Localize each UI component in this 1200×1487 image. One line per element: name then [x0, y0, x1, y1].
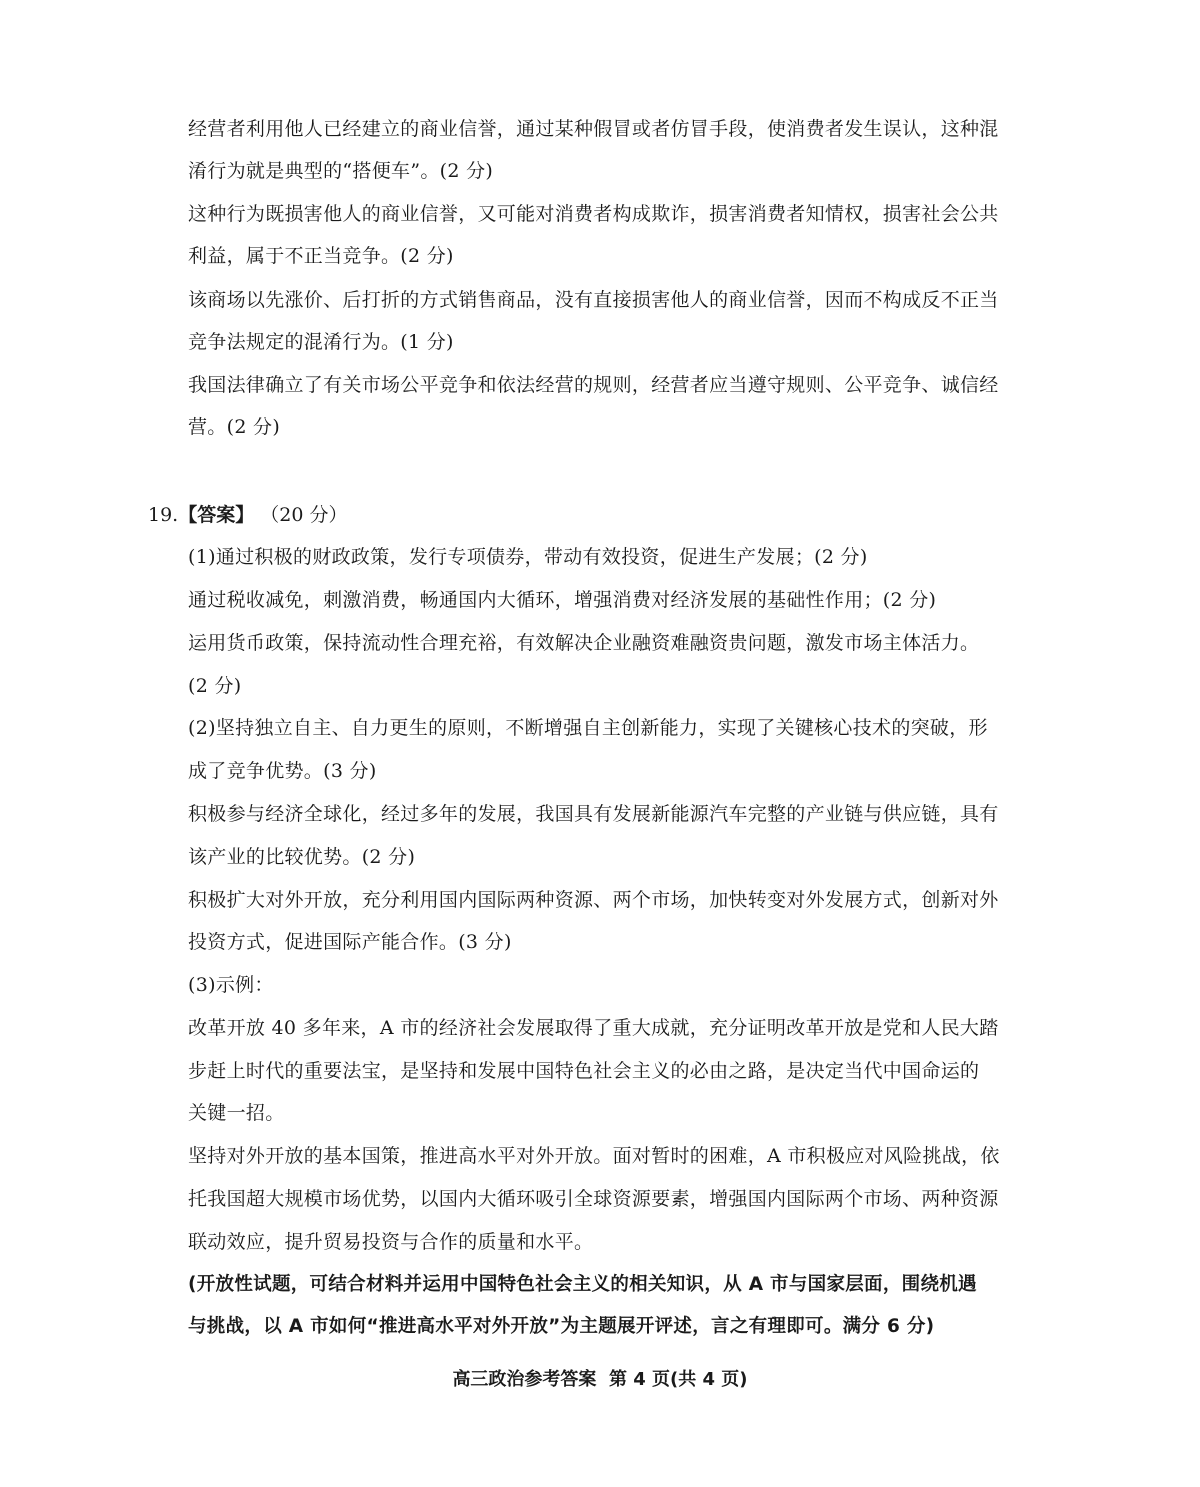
text-line: 积极参与经济全球化，经过多年的发展，我国具有发展新能源汽车完整的产业链与供应链，具有 — [188, 803, 999, 825]
text-line: (3)示例： — [188, 974, 274, 996]
text-line: 成了竞争优势。(3 分) — [188, 760, 377, 782]
text-line: 通过税收减免，刺激消费，畅通国内大循环，增强消费对经济发展的基础性作用；(2 分) — [188, 589, 937, 611]
text-line: (1)通过积极的财政政策，发行专项债券，带动有效投资，促进生产发展；(2 分) — [188, 546, 868, 568]
text-line: 经营者利用他人已经建立的商业信誉，通过某种假冒或者仿冒手段，使消费者发生误认，这种混 — [188, 118, 999, 140]
page-footer: 高三政治参考答案 第 4 页(共 4 页) — [452, 1369, 748, 1390]
text-line: 投资方式，促进国际产能合作。(3 分) — [188, 931, 512, 953]
text-line: 营。(2 分) — [188, 416, 281, 438]
text-line: 竞争法规定的混淆行为。(1 分) — [188, 331, 454, 353]
text-line: (2)坚持独立自主、自力更生的原则，不断增强自主创新能力，实现了关键核心技术的突破，形 — [188, 717, 988, 739]
grading-note-line: (开放性试题，可结合材料并运用中国特色社会主义的相关知识，从 A 市与国家层面，围绕机遇 — [188, 1274, 977, 1295]
text-line: 改革开放 40 多年来，A 市的经济社会发展取得了重大成就，充分证明改革开放是党和人民大踏 — [188, 1017, 999, 1039]
text-line: 托我国超大规模市场优势，以国内大循环吸引全球资源要素，增强国内国际两个市场、两种资源 — [188, 1188, 999, 1210]
question-19-heading — [148, 503, 348, 527]
text-line: 利益，属于不正当竞争。(2 分) — [188, 245, 454, 267]
text-line: 运用货币政策，保持流动性合理充裕，有效解决企业融资难融资贵问题，激发市场主体活力。 — [188, 632, 980, 654]
text-line: 积极扩大对外开放，充分利用国内国际两种资源、两个市场，加快转变对外发展方式，创新对外 — [188, 889, 999, 911]
text-line: (2 分) — [188, 675, 242, 697]
text-line: 步赶上时代的重要法宝，是坚持和发展中国特色社会主义的必由之路，是决定当代中国命运的 — [188, 1060, 980, 1082]
question-score: （20 分） — [260, 504, 348, 526]
question-number: 19. — [148, 504, 179, 526]
text-line: 我国法律确立了有关市场公平竞争和依法经营的规则，经营者应当遵守规则、公平竞争、诚信经 — [188, 374, 999, 396]
answer-tag: 【答案】 — [178, 504, 255, 526]
text-line: 该商场以先涨价、后打折的方式销售商品，没有直接损害他人的商业信誉，因而不构成反不正当 — [188, 289, 999, 311]
text-line: 坚持对外开放的基本国策，推进高水平对外开放。面对暂时的困难，A 市积极应对风险挑战，依 — [188, 1145, 1000, 1167]
text-line: 淆行为就是典型的“搭便车”。(2 分) — [188, 160, 494, 182]
text-line: 该产业的比较优势。(2 分) — [188, 846, 416, 868]
text-line: 关键一招。 — [188, 1102, 285, 1124]
text-line: 联动效应，提升贸易投资与合作的质量和水平。 — [188, 1231, 594, 1253]
text-line: 这种行为既损害他人的商业信誉，又可能对消费者构成欺诈，损害消费者知情权，损害社会公共 — [188, 203, 999, 225]
grading-note-line: 与挑战，以 A 市如何“推进高水平对外开放”为主题展开评述，言之有理即可。满分 6 分) — [188, 1316, 935, 1337]
